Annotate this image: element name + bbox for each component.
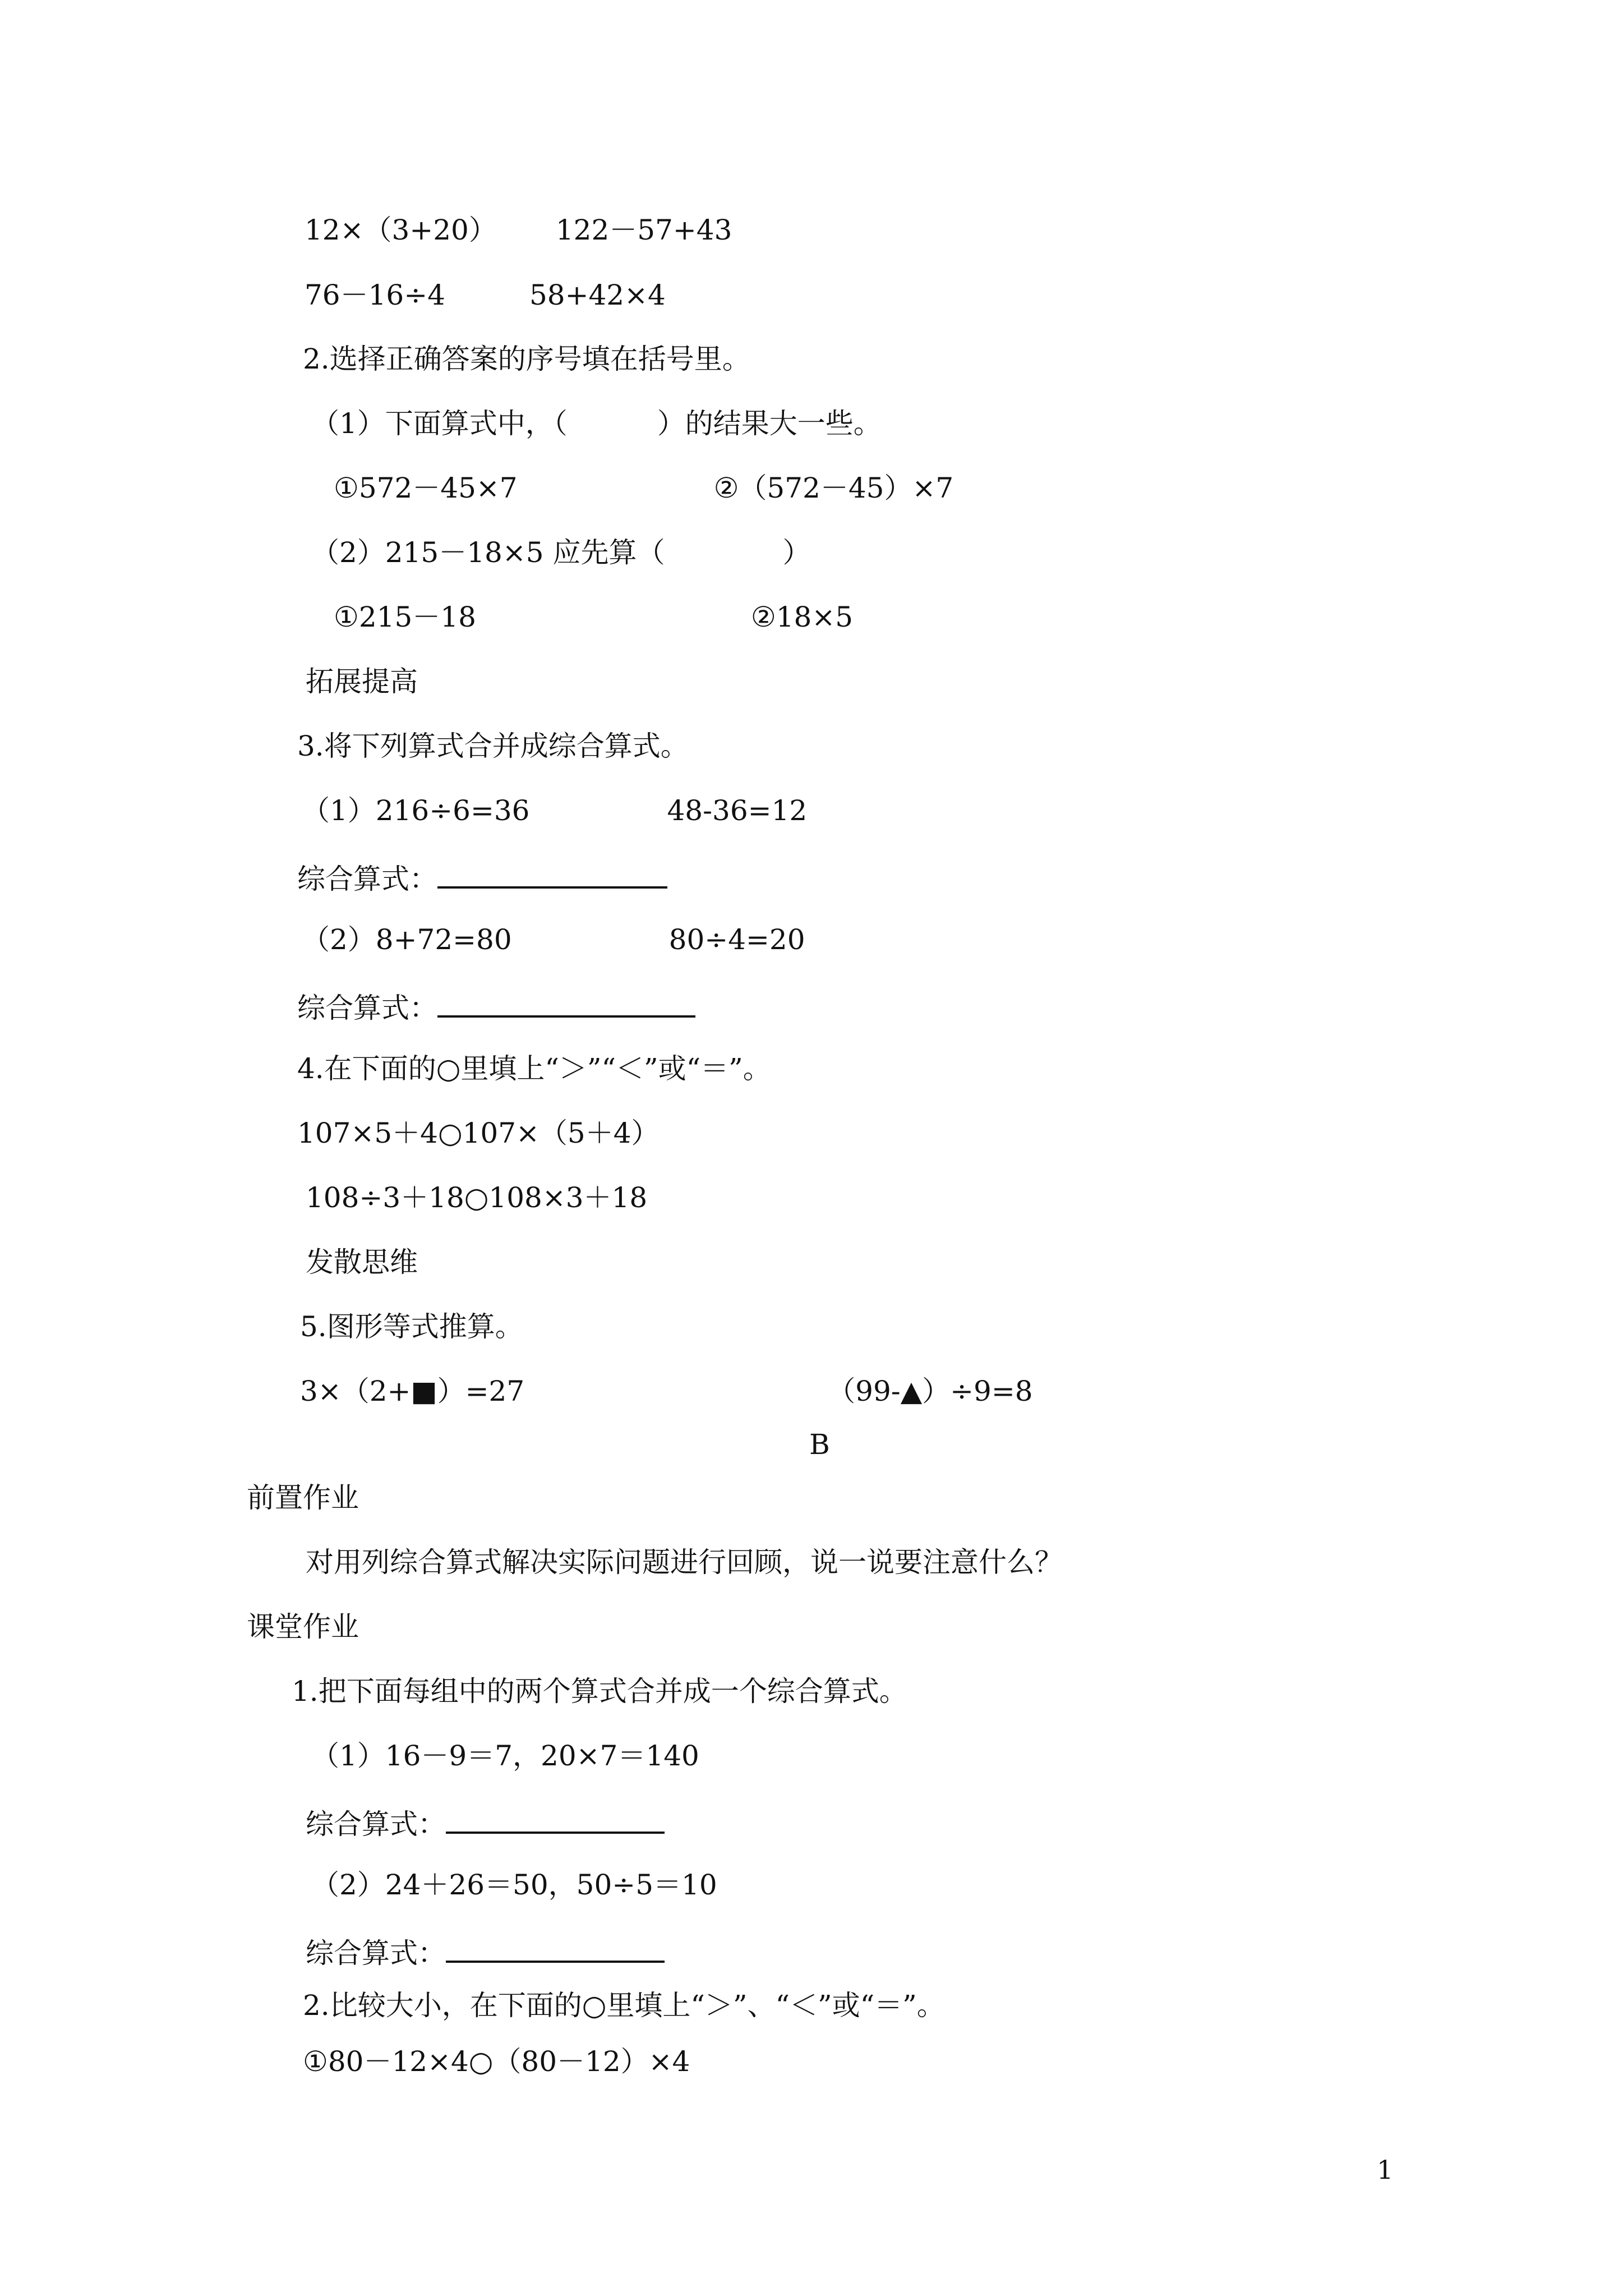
expr-2a: 76－16÷4	[305, 279, 445, 311]
section-class: 课堂作业	[247, 1611, 359, 1643]
option-2: ②18×5	[750, 601, 854, 633]
question-3: 3.将下列算式合并成综合算式。	[297, 730, 689, 762]
question-2: 2.选择正确答案的序号填在括号里。	[303, 343, 750, 375]
question-3-1-answer: 综合算式：	[297, 858, 667, 892]
page-number: 1	[1377, 2155, 1394, 2185]
expr-row-2	[305, 278, 666, 312]
class-question-1-1: （1）16－9＝7，20×7＝140	[311, 1740, 699, 1772]
class-question-1: 1.把下面每组中的两个算式合并成一个综合算式。	[292, 1675, 907, 1708]
question-4: 4.在下面的○里填上“＞”“＜”或“＝”。	[297, 1052, 771, 1085]
expr-2b: 58+42×4	[529, 279, 666, 311]
question-5-exprs: 3×（2+■）=27 （99-▲）÷9=8	[300, 1375, 1033, 1407]
expr-row-1	[305, 213, 732, 247]
class-question-1-2: （2）24＋26＝50，50÷5＝10	[311, 1869, 717, 1901]
question-4-1: 107×5＋4○107×（5＋4）	[297, 1117, 660, 1149]
answer-blank[interactable]	[437, 858, 667, 889]
pre-text: 对用列综合算式解决实际问题进行回顾，说一说要注意什么？	[306, 1546, 1063, 1579]
class-question-2-1: ①80－12×4○（80－12）×4	[303, 2045, 690, 2078]
question-4-2: 108÷3＋18○108×3＋18	[306, 1181, 648, 1214]
class-question-1-2-answer: 综合算式：	[306, 1932, 665, 1966]
class-question-2: 2.比较大小，在下面的○里填上“＞”、“＜”或“＝”。	[303, 1989, 945, 2022]
question-2-1: （1）下面算式中，（ ）的结果大一些。	[311, 407, 882, 440]
expr-1a: 12×（3+20）	[305, 214, 497, 246]
answer-blank[interactable]	[437, 987, 695, 1018]
section-pre: 前置作业	[247, 1481, 359, 1514]
answer-blank[interactable]	[446, 1803, 665, 1834]
option-2: ②（572－45）×7	[713, 472, 954, 504]
question-3-1: （1）216÷6=36 48-36=12	[302, 794, 808, 827]
answer-blank[interactable]	[446, 1932, 665, 1963]
question-3-2: （2）8+72=80 80÷4=20	[302, 923, 805, 956]
level-b-heading: B	[809, 1428, 830, 1461]
section-extend: 拓展提高	[306, 665, 418, 698]
option-1: ①215－18	[334, 601, 476, 633]
section-diverge: 发散思维	[306, 1246, 418, 1278]
class-question-1-1-answer: 综合算式：	[306, 1803, 665, 1837]
option-1: ①572－45×7	[334, 472, 518, 504]
question-5: 5.图形等式推算。	[300, 1310, 523, 1343]
question-2-1-options	[334, 471, 953, 505]
question-2-2: （2）215－18×5 应先算（ ）	[311, 536, 811, 569]
question-3-2-answer: 综合算式：	[297, 987, 695, 1021]
expr-1b: 122－57+43	[555, 214, 732, 246]
question-2-2-options	[334, 600, 853, 634]
